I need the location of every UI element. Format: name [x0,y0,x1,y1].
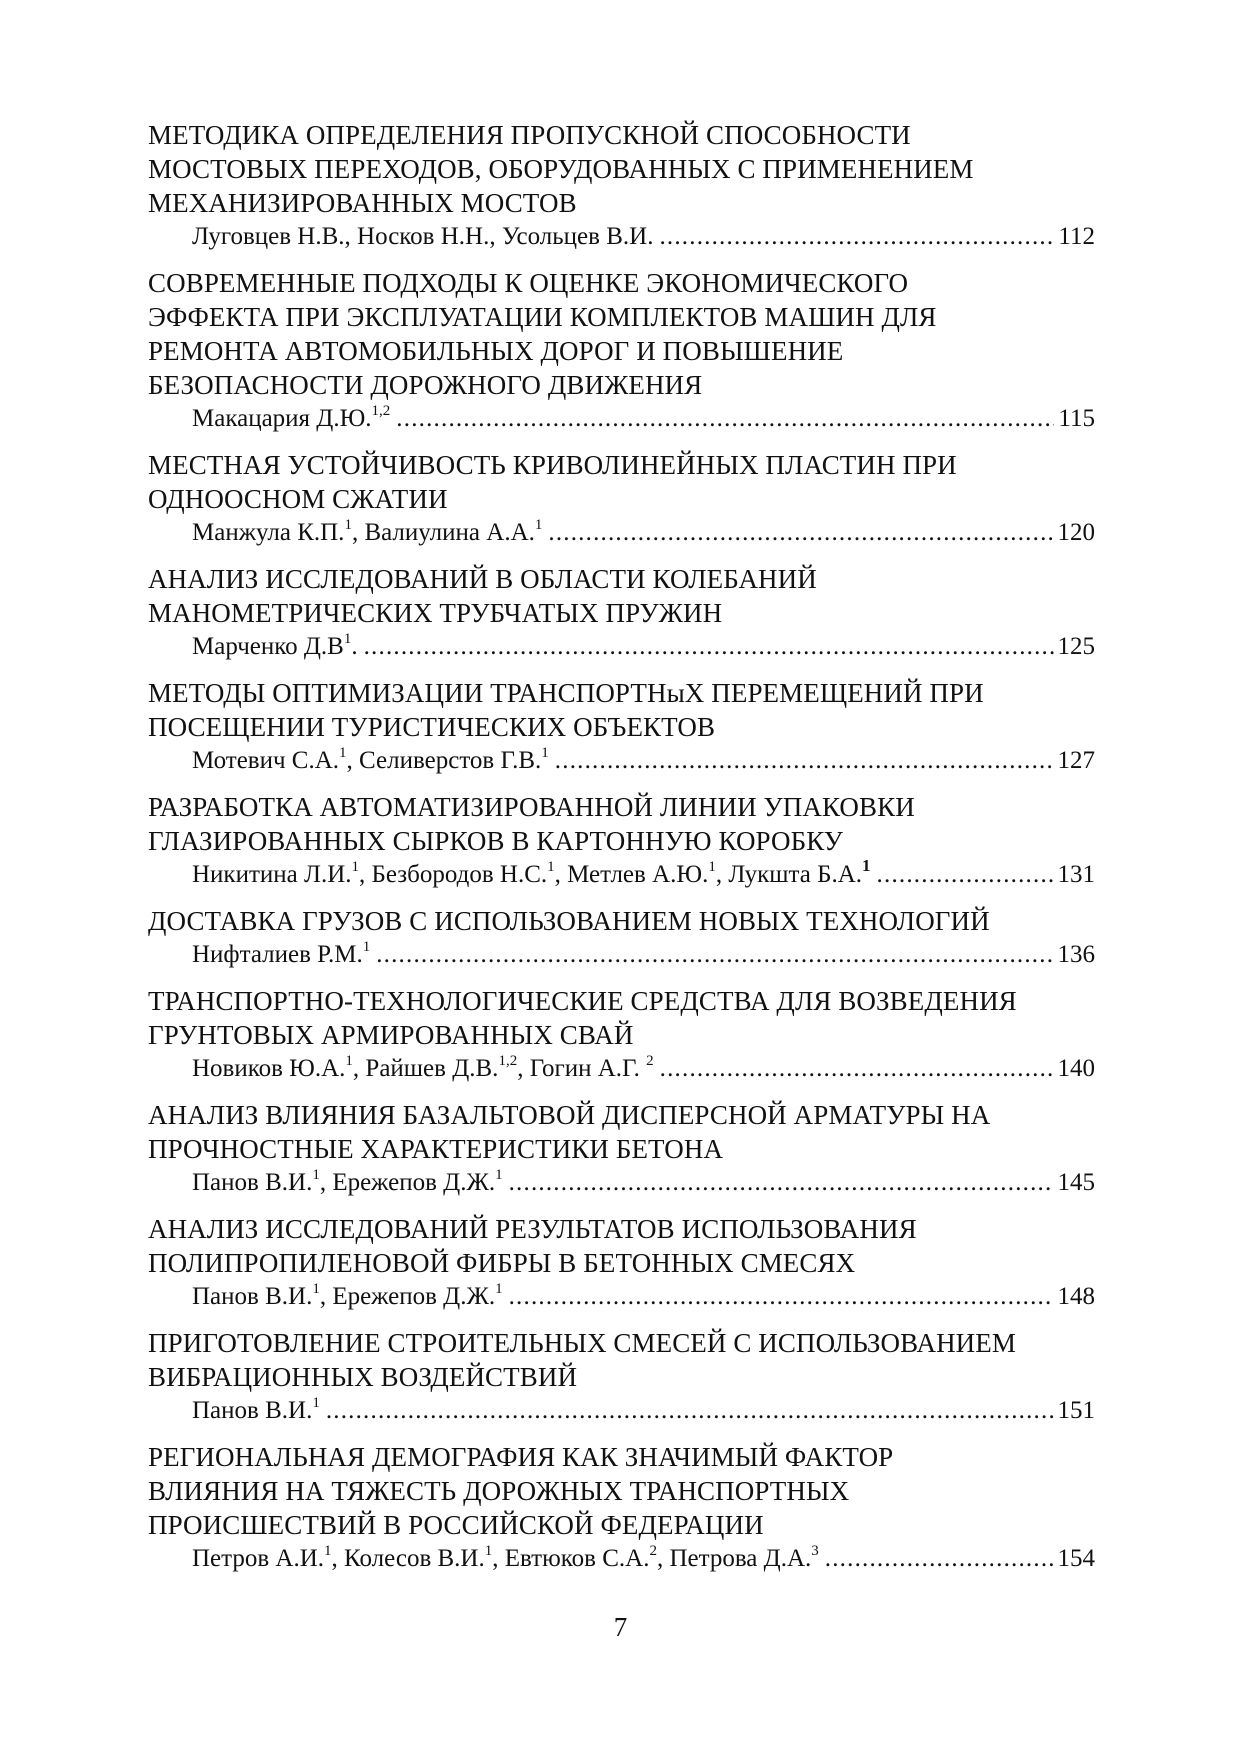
affiliation-mark: 1 [534,517,543,533]
author-name: , Селиверстов Г.В. [346,747,542,774]
author-name: , Метлев А.Ю. [554,861,709,888]
author-list [192,516,542,550]
affiliation-mark: 1 [351,859,359,875]
author-name: Макацария Д.Ю. [192,405,372,432]
page-ref: 136 [1057,941,1095,968]
author-name: Панов В.И. [192,1397,313,1424]
author-line [148,220,1095,254]
affiliation-mark: 1 [312,1395,320,1411]
author-name: , Ережепов Д.Ж. [319,1169,496,1196]
article-title: АНАЛИЗ ИССЛЕДОВАНИЙ РЕЗУЛЬТАТОВ ИСПОЛЬЗОВАНИЯ ПОЛИПРОПИЛЕНОВОЙ ФИБРЫ В БЕТОННЫХ СМЕСЯХ [148,1214,917,1278]
author-name: Панов В.И. [192,1283,313,1310]
article-title: МЕТОДИКА ОПРЕДЕЛЕНИЯ ПРОПУСКНОЙ СПОСОБНОСТИ МОСТОВЫХ ПЕРЕХОДОВ, ОБОРУДОВАННЫХ С ПРИМЕНЕНИЕМ МЕХАНИЗИРОВАННЫХ МОСТОВ [148,120,974,218]
author-name: Нифталиев Р.М. [192,941,363,968]
dot-leader [555,744,1054,778]
toc-entry [148,1326,1095,1428]
affiliation-mark: 1 [495,1167,503,1183]
author-list [192,1394,320,1428]
toc-entry [148,1440,1095,1576]
dot-leader [396,402,1054,436]
author-line [148,1394,1095,1428]
author-list [192,1166,503,1200]
page-ref: 154 [1057,1545,1095,1572]
author-name: Мотевич С.А. [192,747,340,774]
affiliation-mark: 1 [339,745,347,761]
dot-leader [548,516,1053,550]
dot-leader [877,858,1054,892]
dot-leader [326,1394,1054,1428]
affiliation-mark: 1 [312,1281,320,1297]
affiliation-mark: 1 [541,745,549,761]
toc-entry [148,676,1095,778]
affiliation-mark: 3 [811,1543,819,1559]
author-line [148,858,1095,892]
affiliation-mark: 2 [649,1543,657,1559]
author-list [192,220,653,254]
toc-entry [148,904,1095,972]
author-line [148,1280,1095,1314]
author-name: Новиков Ю.А. [192,1055,346,1082]
author-list [192,402,390,436]
dot-leader [509,1280,1054,1314]
table-of-contents [148,118,1095,1588]
article-title: АНАЛИЗ ВЛИЯНИЯ БАЗАЛЬТОВОЙ ДИСПЕРСНОЙ АРМАТУРЫ НА ПРОЧНОСТНЫЕ ХАРАКТЕРИСТИКИ БЕТОНА [148,1100,991,1164]
author-name: , Ережепов Д.Ж. [319,1283,496,1310]
author-line [148,402,1095,436]
author-list [192,1052,654,1086]
author-name: , Лукшта Б.А. [715,861,863,888]
article-title: АНАЛИЗ ИССЛЕДОВАНИЙ В ОБЛАСТИ КОЛЕБАНИЙ МАНОМЕТРИЧЕСКИХ ТРУБЧАТЫХ ПРУЖИН [148,564,817,628]
author-name: , Колесов В.И. [331,1545,485,1572]
article-title: СОВРЕМЕННЫЕ ПОДХОДЫ К ОЦЕНКЕ ЭКОНОМИЧЕСКОГО ЭФФЕКТА ПРИ ЭКСПЛУАТАЦИИ КОМПЛЕКТОВ МАШИН ДЛЯ РЕМОНТА АВТОМОБИЛЬНЫХ ДОРОГ И ПОВЫШЕНИЕ БЕЗОПАСНОСТИ ДОРОЖНОГО ДВИЖЕНИЯ [148,268,937,400]
article-title: МЕТОДЫ ОПТИМИЗАЦИИ ТРАНСПОРТНыХ ПЕРЕМЕЩЕНИЙ ПРИ ПОСЕЩЕНИИ ТУРИСТИЧЕСКИХ ОБЪЕКТОВ [148,678,984,742]
toc-entry [148,266,1095,436]
author-name: . [351,633,358,660]
author-line [148,744,1095,778]
page-ref: 140 [1057,1055,1095,1082]
page-ref: 131 [1057,861,1095,888]
author-name: Марченко Д.В [192,633,344,660]
page-ref: 125 [1057,633,1095,660]
page-ref: 112 [1058,223,1095,250]
author-name: Панов В.И. [192,1169,313,1196]
author-name: , Безбородов Н.С. [359,861,548,888]
page-ref: 127 [1057,747,1095,774]
author-line [148,1166,1095,1200]
page-number: 7 [613,1612,628,1642]
author-line [148,630,1095,664]
affiliation-mark: 1,2 [498,1053,518,1069]
toc-entry [148,1212,1095,1314]
affiliation-mark: 1 [484,1543,493,1559]
author-list [192,1542,819,1576]
affiliation-mark: 2 [646,1053,654,1069]
author-name: , Валиулина А.А. [351,519,535,546]
page-ref: 115 [1058,405,1095,432]
dot-leader [509,1166,1054,1200]
author-name: , Райшев Д.В. [352,1055,499,1082]
affiliation-mark: 1 [495,1281,503,1297]
toc-entry [148,1098,1095,1200]
affiliation-mark: 1 [708,859,716,875]
author-name: Манжула К.П. [192,519,345,546]
author-line [148,1052,1095,1086]
affiliation-mark: 1 [862,856,871,875]
affiliation-mark: 1 [362,939,371,955]
article-title: МЕСТНАЯ УСТОЙЧИВОСТЬ КРИВОЛИНЕЙНЫХ ПЛАСТИН ПРИ ОДНООСНОМ СЖАТИИ [148,450,957,514]
author-name: Луговцев Н.В., Носков Н.Н., Усольцев В.И. [192,223,654,250]
page-ref: 151 [1057,1397,1095,1424]
author-line [148,516,1095,550]
affiliation-mark: 1 [324,1543,332,1559]
author-name: , Евтюков С.А. [492,1545,650,1572]
toc-entry [148,790,1095,892]
author-list [192,630,358,664]
dot-leader [364,630,1054,664]
dot-leader [376,938,1053,972]
author-list [192,858,871,892]
author-list [192,1280,503,1314]
author-name: , Гогин А.Г. [517,1055,647,1082]
article-title: ПРИГОТОВЛЕНИЕ СТРОИТЕЛЬНЫХ СМЕСЕЙ С ИСПОЛЬЗОВАНИЕМ ВИБРАЦИОННЫХ ВОЗДЕЙСТВИЙ [148,1328,1016,1392]
author-line [148,938,1095,972]
toc-entry [148,448,1095,550]
article-title: РЕГИОНАЛЬНАЯ ДЕМОГРАФИЯ КАК ЗНАЧИМЫЙ ФАКТОР ВЛИЯНИЯ НА ТЯЖЕСТЬ ДОРОЖНЫХ ТРАНСПОРТНЫХ ПРОИСШЕСТВИЙ В РОССИЙСКОЙ ФЕДЕРАЦИИ [148,1442,894,1540]
page-ref: 148 [1057,1283,1095,1310]
toc-entry [148,118,1095,254]
author-list [192,938,370,972]
author-name: Петров А.И. [192,1545,325,1572]
article-title: РАЗРАБОТКА АВТОМАТИЗИРОВАННОЙ ЛИНИИ УПАКОВКИ ГЛАЗИРОВАННЫХ СЫРКОВ В КАРТОННУЮ КОРОБКУ [148,792,915,856]
affiliation-mark: 1 [343,631,352,647]
author-name: Никитина Л.И. [192,861,352,888]
author-list [192,744,549,778]
affiliation-mark: 1 [312,1167,320,1183]
dot-leader [660,1052,1054,1086]
page-ref: 145 [1057,1169,1095,1196]
affiliation-mark: 1 [345,1053,353,1069]
affiliation-mark: 1 [344,517,352,533]
dot-leader [825,1542,1054,1576]
author-line [148,1542,1095,1576]
affiliation-mark: 1,2 [371,403,391,419]
toc-entry [148,562,1095,664]
article-title: ТРАНСПОРТНО-ТЕХНОЛОГИЧЕСКИЕ СРЕДСТВА ДЛЯ ВОЗВЕДЕНИЯ ГРУНТОВЫХ АРМИРОВАННЫХ СВАЙ [148,986,1017,1050]
article-title: ДОСТАВКА ГРУЗОВ С ИСПОЛЬЗОВАНИЕМ НОВЫХ ТЕХНОЛОГИЙ [148,906,990,936]
author-name: , Петрова Д.А. [656,1545,812,1572]
dot-leader [659,220,1054,254]
affiliation-mark: 1 [547,859,555,875]
page-ref: 120 [1057,519,1095,546]
toc-entry [148,984,1095,1086]
